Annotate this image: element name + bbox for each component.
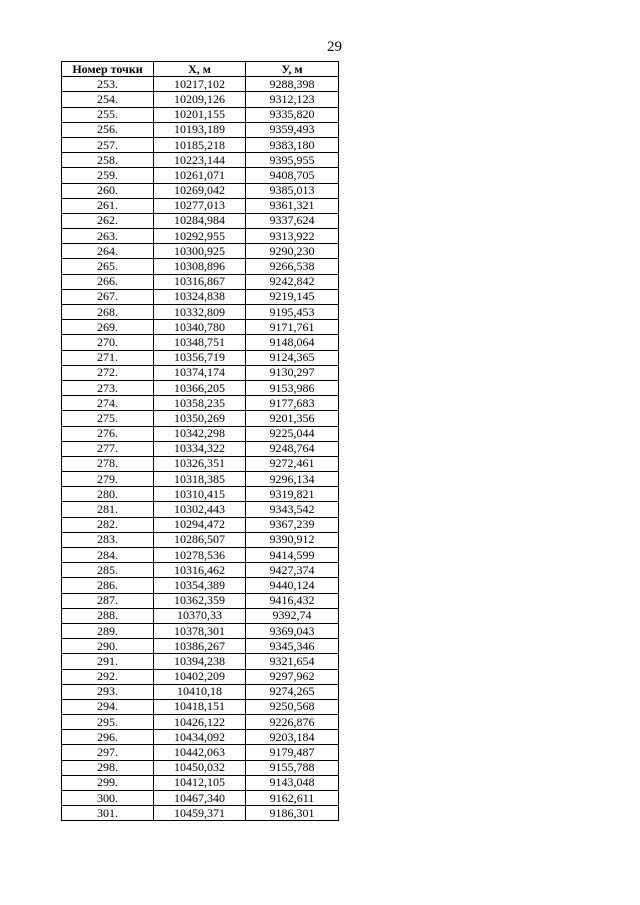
cell-point-number: 271.	[62, 350, 154, 365]
cell-y: 9225,044	[246, 426, 339, 441]
cell-point-number: 300.	[62, 791, 154, 806]
cell-x: 10442,063	[154, 745, 246, 760]
cell-x: 10316,867	[154, 274, 246, 289]
table-row	[62, 320, 339, 335]
cell-point-number: 273.	[62, 380, 154, 395]
cell-point-number: 269.	[62, 320, 154, 335]
table-row	[62, 684, 339, 699]
cell-y: 9383,180	[246, 137, 339, 152]
cell-x: 10310,415	[154, 487, 246, 502]
table-row	[62, 639, 339, 654]
table-row	[62, 426, 339, 441]
cell-y: 9162,611	[246, 791, 339, 806]
cell-point-number: 267.	[62, 289, 154, 304]
cell-x: 10340,780	[154, 320, 246, 335]
table-row	[62, 441, 339, 456]
cell-x: 10261,071	[154, 168, 246, 183]
cell-x: 10410,18	[154, 684, 246, 699]
cell-point-number: 299.	[62, 775, 154, 790]
table-row	[62, 608, 339, 623]
cell-y: 9408,705	[246, 168, 339, 183]
cell-x: 10418,151	[154, 699, 246, 714]
cell-y: 9153,986	[246, 380, 339, 395]
cell-point-number: 290.	[62, 639, 154, 654]
cell-y: 9171,761	[246, 320, 339, 335]
cell-x: 10412,105	[154, 775, 246, 790]
column-header-point-number: Номер точки	[62, 62, 154, 77]
cell-point-number: 262.	[62, 213, 154, 228]
cell-y: 9201,356	[246, 411, 339, 426]
cell-y: 9427,374	[246, 563, 339, 578]
cell-y: 9440,124	[246, 578, 339, 593]
cell-x: 10358,235	[154, 396, 246, 411]
cell-x: 10193,189	[154, 122, 246, 137]
cell-x: 10450,032	[154, 760, 246, 775]
table-row	[62, 532, 339, 547]
cell-point-number: 275.	[62, 411, 154, 426]
cell-point-number: 301.	[62, 806, 154, 821]
cell-point-number: 293.	[62, 684, 154, 699]
cell-point-number: 263.	[62, 229, 154, 244]
cell-x: 10269,042	[154, 183, 246, 198]
cell-y: 9343,542	[246, 502, 339, 517]
table-row	[62, 563, 339, 578]
table-row	[62, 107, 339, 122]
cell-point-number: 291.	[62, 654, 154, 669]
cell-y: 9130,297	[246, 365, 339, 380]
cell-point-number: 253.	[62, 77, 154, 92]
cell-y: 9177,683	[246, 396, 339, 411]
cell-y: 9359,493	[246, 122, 339, 137]
cell-y: 9392,74	[246, 608, 339, 623]
cell-y: 9219,145	[246, 289, 339, 304]
cell-y: 9148,064	[246, 335, 339, 350]
cell-point-number: 258.	[62, 153, 154, 168]
cell-y: 9319,821	[246, 487, 339, 502]
cell-x: 10342,298	[154, 426, 246, 441]
cell-point-number: 296.	[62, 730, 154, 745]
page-number: 29	[327, 39, 342, 55]
table-row	[62, 244, 339, 259]
cell-point-number: 277.	[62, 441, 154, 456]
table-row	[62, 183, 339, 198]
cell-x: 10316,462	[154, 563, 246, 578]
cell-y: 9248,764	[246, 441, 339, 456]
cell-y: 9274,265	[246, 684, 339, 699]
cell-point-number: 289.	[62, 623, 154, 638]
cell-x: 10277,013	[154, 198, 246, 213]
cell-point-number: 288.	[62, 608, 154, 623]
cell-y: 9395,955	[246, 153, 339, 168]
cell-y: 9416,432	[246, 593, 339, 608]
table-row	[62, 502, 339, 517]
cell-point-number: 255.	[62, 107, 154, 122]
cell-x: 10209,126	[154, 92, 246, 107]
cell-point-number: 282.	[62, 517, 154, 532]
table-row	[62, 289, 339, 304]
table-body	[62, 77, 339, 821]
cell-x: 10300,925	[154, 244, 246, 259]
cell-y: 9124,365	[246, 350, 339, 365]
table-row	[62, 669, 339, 684]
table-row	[62, 715, 339, 730]
table-row	[62, 380, 339, 395]
cell-point-number: 287.	[62, 593, 154, 608]
cell-x: 10185,218	[154, 137, 246, 152]
column-header-x: Х, м	[154, 62, 246, 77]
cell-y: 9390,912	[246, 532, 339, 547]
table-row	[62, 593, 339, 608]
cell-x: 10332,809	[154, 305, 246, 320]
cell-y: 9242,842	[246, 274, 339, 289]
cell-y: 9337,624	[246, 213, 339, 228]
cell-point-number: 261.	[62, 198, 154, 213]
cell-y: 9272,461	[246, 456, 339, 471]
cell-x: 10294,472	[154, 517, 246, 532]
cell-x: 10378,301	[154, 623, 246, 638]
cell-x: 10217,102	[154, 77, 246, 92]
cell-point-number: 292.	[62, 669, 154, 684]
cell-x: 10467,340	[154, 791, 246, 806]
cell-y: 9367,239	[246, 517, 339, 532]
cell-point-number: 284.	[62, 548, 154, 563]
cell-x: 10366,205	[154, 380, 246, 395]
table-row	[62, 745, 339, 760]
cell-y: 9266,538	[246, 259, 339, 274]
table-row	[62, 472, 339, 487]
cell-x: 10374,174	[154, 365, 246, 380]
table-row	[62, 487, 339, 502]
table-row	[62, 517, 339, 532]
cell-x: 10370,33	[154, 608, 246, 623]
cell-point-number: 286.	[62, 578, 154, 593]
table-row	[62, 335, 339, 350]
table-row	[62, 305, 339, 320]
table-row	[62, 153, 339, 168]
cell-x: 10348,751	[154, 335, 246, 350]
cell-y: 9203,184	[246, 730, 339, 745]
cell-x: 10386,267	[154, 639, 246, 654]
cell-point-number: 298.	[62, 760, 154, 775]
cell-point-number: 265.	[62, 259, 154, 274]
cell-x: 10459,371	[154, 806, 246, 821]
table-row	[62, 350, 339, 365]
cell-point-number: 256.	[62, 122, 154, 137]
table-row	[62, 699, 339, 714]
cell-y: 9361,321	[246, 198, 339, 213]
cell-x: 10284,984	[154, 213, 246, 228]
table-row	[62, 730, 339, 745]
cell-y: 9345,346	[246, 639, 339, 654]
cell-point-number: 254.	[62, 92, 154, 107]
cell-x: 10201,155	[154, 107, 246, 122]
cell-y: 9312,123	[246, 92, 339, 107]
cell-point-number: 295.	[62, 715, 154, 730]
cell-point-number: 264.	[62, 244, 154, 259]
table-row	[62, 456, 339, 471]
cell-y: 9313,922	[246, 229, 339, 244]
cell-point-number: 272.	[62, 365, 154, 380]
cell-x: 10354,389	[154, 578, 246, 593]
cell-x: 10434,092	[154, 730, 246, 745]
cell-x: 10318,385	[154, 472, 246, 487]
table-row	[62, 791, 339, 806]
table-row	[62, 623, 339, 638]
cell-x: 10324,838	[154, 289, 246, 304]
table-row	[62, 760, 339, 775]
cell-point-number: 283.	[62, 532, 154, 547]
cell-point-number: 260.	[62, 183, 154, 198]
cell-x: 10302,443	[154, 502, 246, 517]
cell-y: 9290,230	[246, 244, 339, 259]
cell-point-number: 274.	[62, 396, 154, 411]
table-row	[62, 198, 339, 213]
table-row	[62, 213, 339, 228]
cell-point-number: 276.	[62, 426, 154, 441]
cell-x: 10350,269	[154, 411, 246, 426]
table-row	[62, 122, 339, 137]
cell-point-number: 268.	[62, 305, 154, 320]
cell-y: 9179,487	[246, 745, 339, 760]
cell-x: 10278,536	[154, 548, 246, 563]
cell-x: 10402,209	[154, 669, 246, 684]
table-row	[62, 274, 339, 289]
cell-point-number: 279.	[62, 472, 154, 487]
cell-x: 10356,719	[154, 350, 246, 365]
cell-y: 9296,134	[246, 472, 339, 487]
cell-x: 10334,322	[154, 441, 246, 456]
table-row	[62, 411, 339, 426]
cell-y: 9385,013	[246, 183, 339, 198]
cell-point-number: 266.	[62, 274, 154, 289]
cell-y: 9155,788	[246, 760, 339, 775]
cell-y: 9335,820	[246, 107, 339, 122]
cell-x: 10362,359	[154, 593, 246, 608]
cell-point-number: 285.	[62, 563, 154, 578]
table-row	[62, 578, 339, 593]
cell-x: 10308,896	[154, 259, 246, 274]
table-header-row	[62, 62, 339, 77]
table-row	[62, 77, 339, 92]
table-row	[62, 259, 339, 274]
cell-point-number: 294.	[62, 699, 154, 714]
table-row	[62, 775, 339, 790]
cell-point-number: 259.	[62, 168, 154, 183]
table-row	[62, 806, 339, 821]
table-row	[62, 365, 339, 380]
table-row	[62, 137, 339, 152]
cell-y: 9226,876	[246, 715, 339, 730]
cell-point-number: 257.	[62, 137, 154, 152]
cell-y: 9321,654	[246, 654, 339, 669]
cell-x: 10426,122	[154, 715, 246, 730]
table-row	[62, 548, 339, 563]
cell-y: 9143,048	[246, 775, 339, 790]
cell-x: 10286,507	[154, 532, 246, 547]
cell-y: 9414,599	[246, 548, 339, 563]
cell-y: 9195,453	[246, 305, 339, 320]
table-row	[62, 229, 339, 244]
cell-y: 9369,043	[246, 623, 339, 638]
cell-point-number: 270.	[62, 335, 154, 350]
table-row	[62, 654, 339, 669]
cell-x: 10223,144	[154, 153, 246, 168]
cell-x: 10394,238	[154, 654, 246, 669]
table-row	[62, 92, 339, 107]
cell-point-number: 297.	[62, 745, 154, 760]
table-row	[62, 396, 339, 411]
cell-y: 9288,398	[246, 77, 339, 92]
cell-point-number: 278.	[62, 456, 154, 471]
cell-x: 10292,955	[154, 229, 246, 244]
coordinates-table	[61, 61, 339, 821]
column-header-y: У, м	[246, 62, 339, 77]
cell-point-number: 280.	[62, 487, 154, 502]
table-row	[62, 168, 339, 183]
cell-y: 9297,962	[246, 669, 339, 684]
cell-x: 10326,351	[154, 456, 246, 471]
cell-point-number: 281.	[62, 502, 154, 517]
cell-y: 9186,301	[246, 806, 339, 821]
cell-y: 9250,568	[246, 699, 339, 714]
